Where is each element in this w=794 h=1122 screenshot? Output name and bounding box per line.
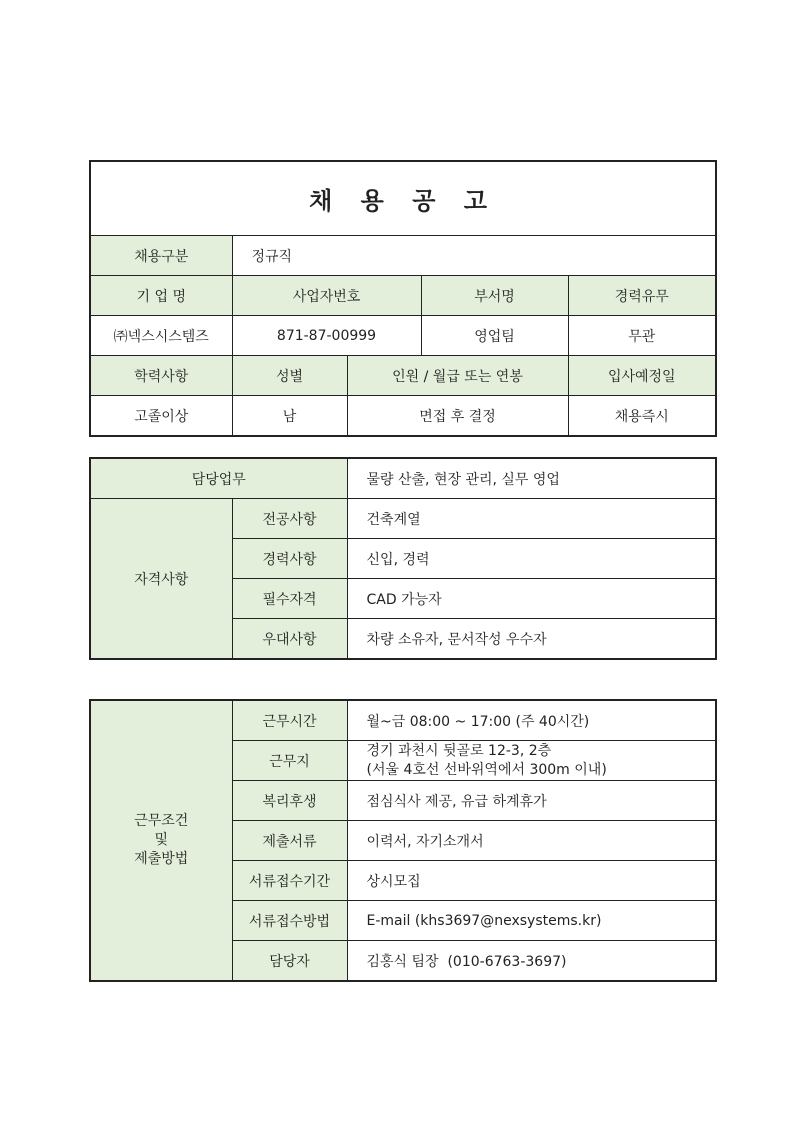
duty-label: 담당업무 [90, 458, 347, 499]
documents-value: 이력서, 자기소개서 [347, 821, 716, 861]
experience-label: 경력사항 [232, 539, 347, 579]
conditions-group-label [90, 700, 232, 981]
page-title: 채 용 공 고 [90, 161, 716, 236]
preference-label: 우대사항 [232, 619, 347, 660]
workplace-label: 근무지 [232, 741, 347, 781]
company-value: ㈜넥스시스템즈 [90, 316, 232, 356]
workplace-directions: (서울 4호선 선바위역에서 300m 이내) [366, 761, 607, 778]
application-period-label: 서류접수기간 [232, 861, 347, 901]
education-value: 고졸이상 [90, 396, 232, 437]
start-date-label: 입사예정일 [568, 356, 716, 396]
experience-value: 신입, 경력 [347, 539, 716, 579]
work-conditions-table [89, 699, 717, 982]
career-value: 무관 [568, 316, 716, 356]
bizno-value: 871-87-00999 [232, 316, 421, 356]
conditions-label-line-2: 및 [154, 832, 169, 848]
welfare-value: 점심식사 제공, 유급 하계휴가 [347, 781, 716, 821]
conditions-label-line-3: 제출방법 [134, 851, 189, 867]
pay-value: 면접 후 결정 [347, 396, 568, 437]
application-period-value: 상시모집 [347, 861, 716, 901]
dept-label: 부서명 [421, 276, 568, 316]
start-date-value: 채용즉시 [568, 396, 716, 437]
career-label: 경력유무 [568, 276, 716, 316]
employment-type-value: 정규직 [232, 236, 716, 276]
major-value: 건축계열 [347, 499, 716, 539]
duty-qualification-table [89, 457, 717, 660]
bizno-label: 사업자번호 [232, 276, 421, 316]
education-label: 학력사항 [90, 356, 232, 396]
workplace-address: 경기 과천시 뒷골로 12-3, 2층 [366, 742, 552, 759]
employment-type-label: 채용구분 [90, 236, 232, 276]
certification-value: CAD 가능자 [347, 579, 716, 619]
gender-label: 성별 [232, 356, 347, 396]
application-method-value: E-mail (khs3697@nexsystems.kr) [347, 901, 716, 941]
gender-value: 남 [232, 396, 347, 437]
contact-label: 담당자 [232, 941, 347, 982]
certification-label: 필수자격 [232, 579, 347, 619]
work-hours-label: 근무시간 [232, 700, 347, 741]
conditions-label-line-1: 근무조건 [134, 813, 189, 829]
workplace-value [347, 741, 716, 781]
documents-label: 제출서류 [232, 821, 347, 861]
dept-value: 영업팀 [421, 316, 568, 356]
welfare-label: 복리후생 [232, 781, 347, 821]
duty-value: 물량 산출, 현장 관리, 실무 영업 [347, 458, 716, 499]
qualification-label: 자격사항 [90, 499, 232, 660]
application-method-label: 서류접수방법 [232, 901, 347, 941]
major-label: 전공사항 [232, 499, 347, 539]
company-label: 기 업 명 [90, 276, 232, 316]
contact-value: 김홍식 팀장 (010-6763-3697) [347, 941, 716, 982]
work-hours-value: 월~금 08:00 ~ 17:00 (주 40시간) [347, 700, 716, 741]
pay-label: 인원 / 월급 또는 연봉 [347, 356, 568, 396]
preference-value: 차량 소유자, 문서작성 우수자 [347, 619, 716, 660]
job-posting-header-table [89, 160, 717, 437]
